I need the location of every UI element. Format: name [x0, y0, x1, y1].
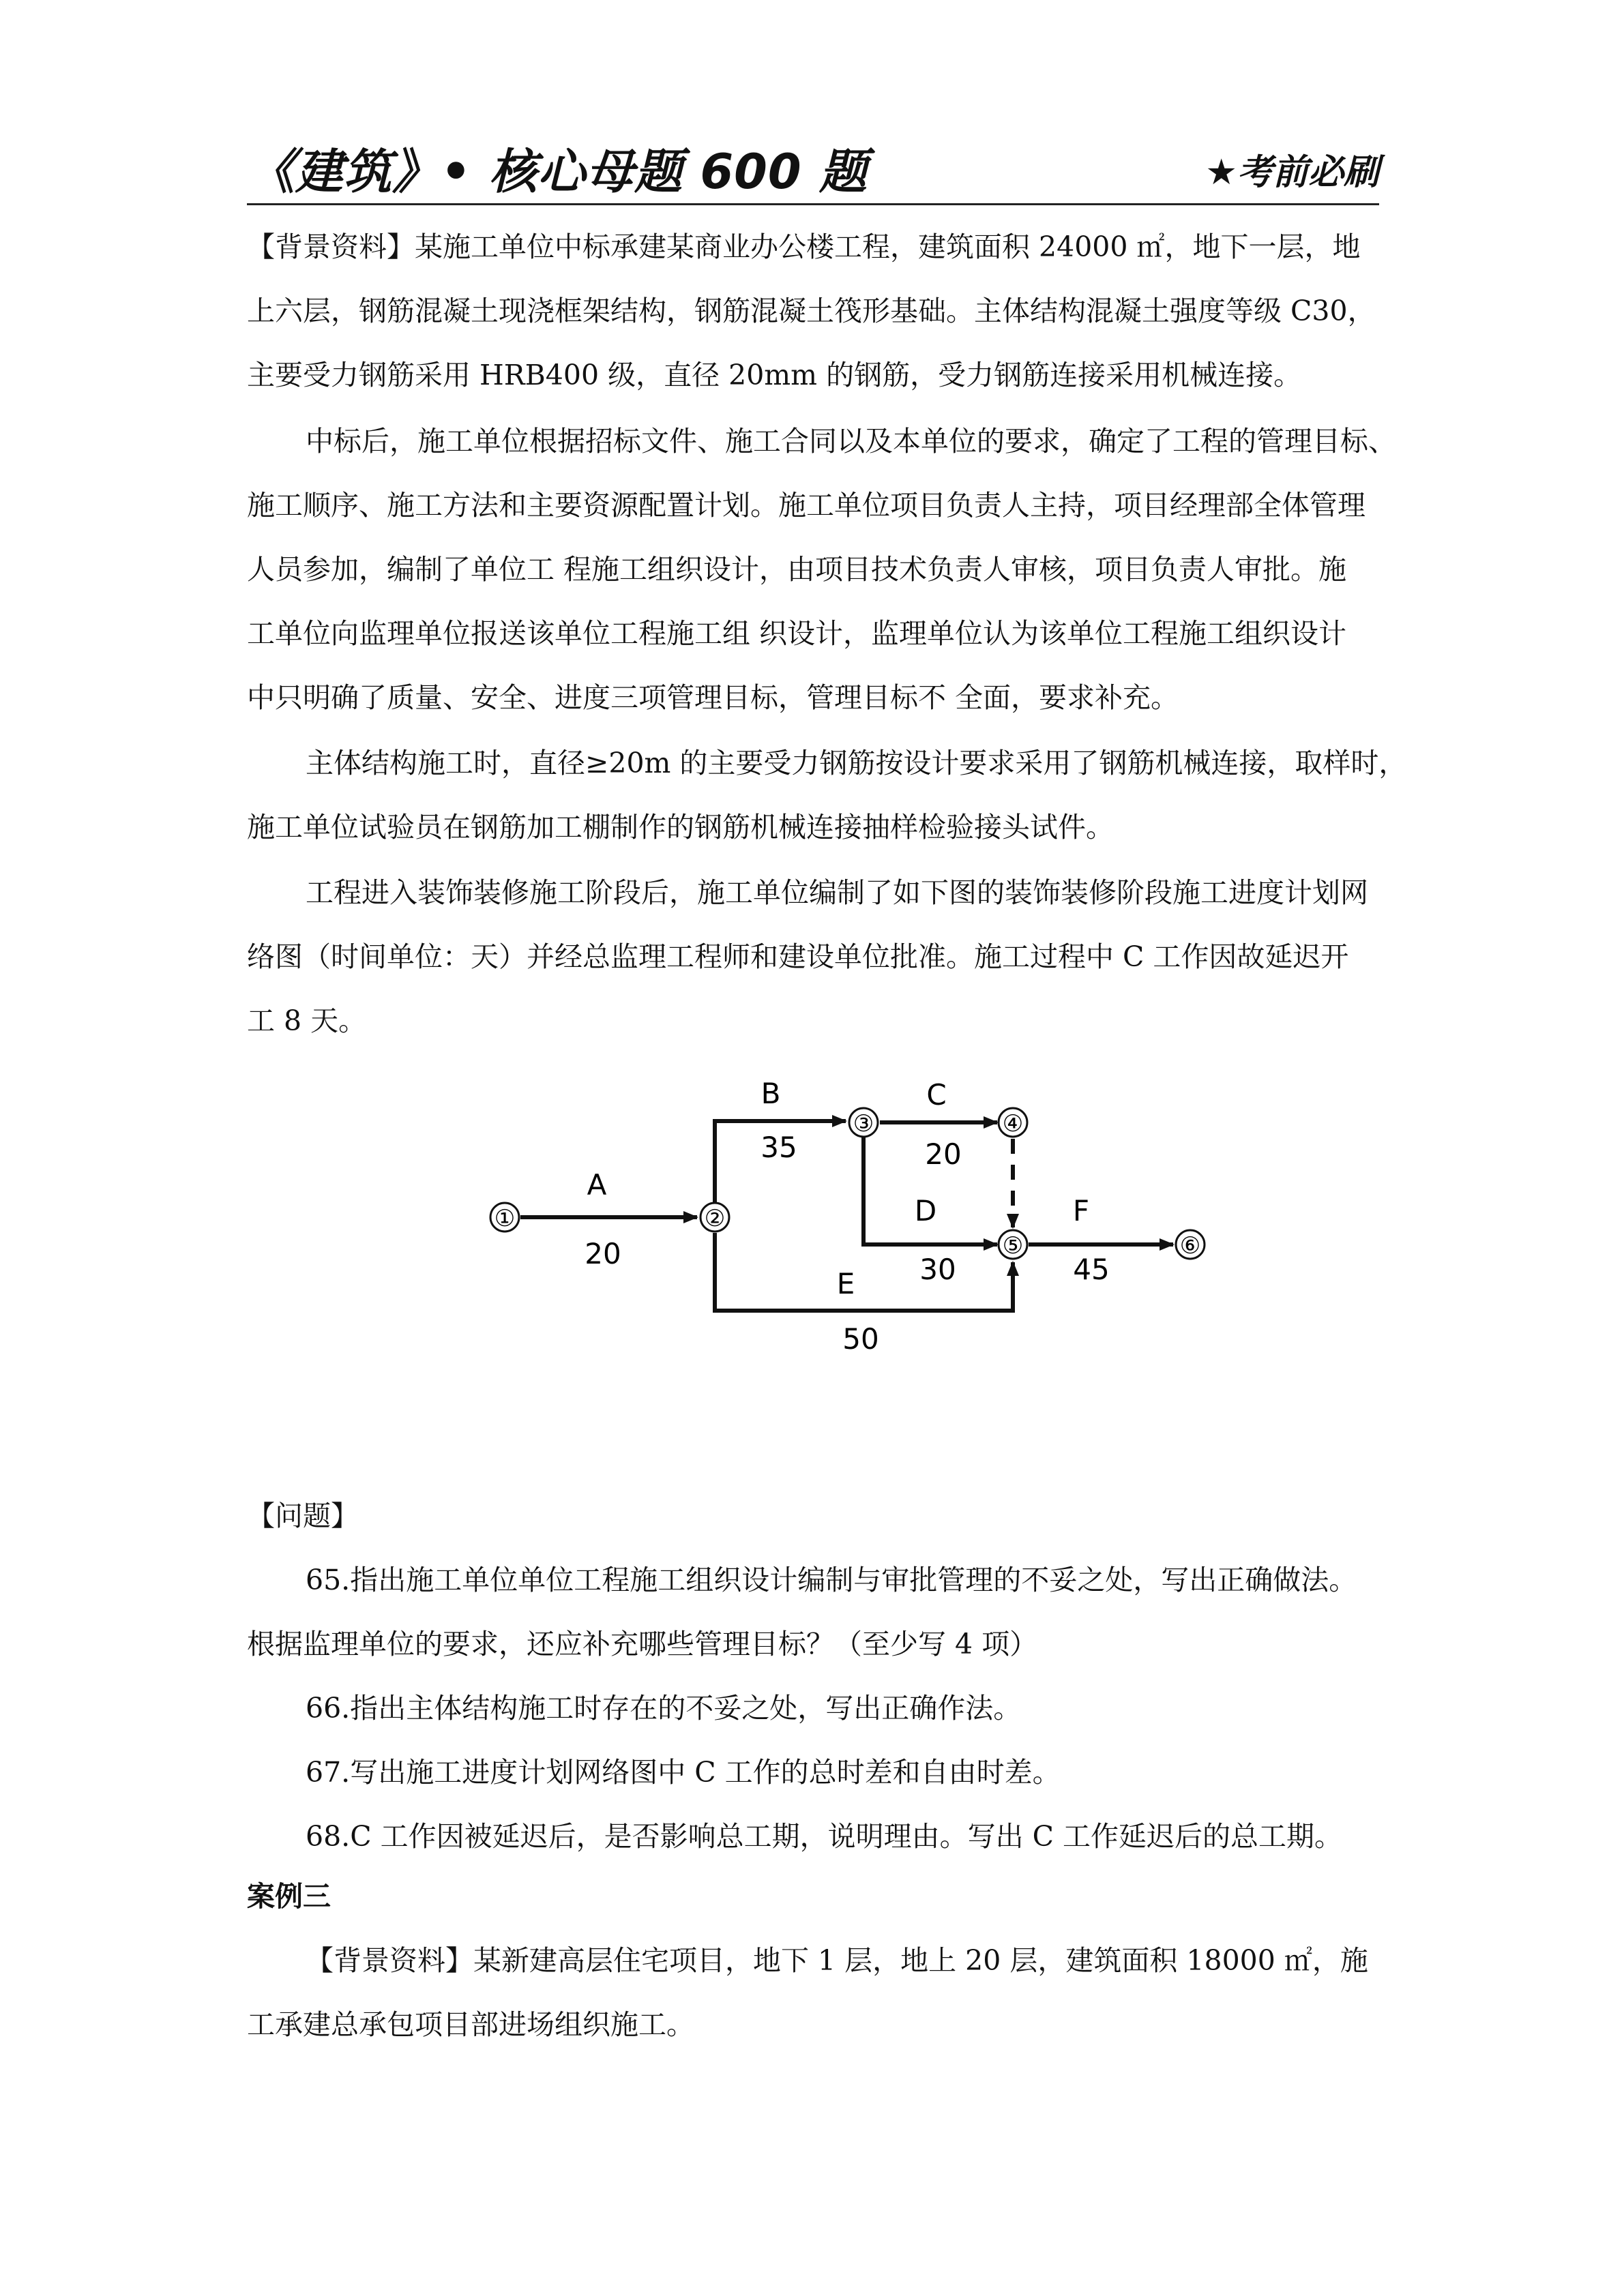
- activity-a-label: A: [587, 1168, 607, 1202]
- case2-para2-line-4: 工单位向监理单位报送该单位工程施工组 织设计，监理单位认为该单位工程施工组织设计: [247, 617, 1347, 650]
- case3-background-line-1: 【背景资料】某新建高层住宅项目，地下 1 层，地上 20 层，建筑面积 18000 ㎡，施: [306, 1944, 1368, 1977]
- node-6: [1176, 1230, 1205, 1259]
- node-1: [490, 1203, 519, 1232]
- case2-background-line-2: 上六层，钢筋混凝土现浇框架结构，钢筋混凝土筏形基础。主体结构混凝土强度等级 C30，: [247, 295, 1376, 327]
- case2-para4-line-1: 工程进入装饰装修施工阶段后，施工单位编制了如下图的装饰装修阶段施工进度计划网: [306, 876, 1368, 909]
- book-title: 《建筑》• 核心母题 600 题: [247, 144, 868, 200]
- node-3: [849, 1108, 878, 1137]
- case2-para3-line-1: 主体结构施工时，直径≥20m 的主要受力钢筋按设计要求采用了钢筋机械连接，取样时，: [306, 747, 1407, 779]
- activity-b-label: B: [761, 1077, 781, 1110]
- question-67: 67.写出施工进度计划网络图中 C 工作的总时差和自由时差。: [306, 1756, 1061, 1789]
- activity-a-duration: 20: [585, 1237, 621, 1270]
- case2-para2-line-3: 人员参加，编制了单位工 程施工组织设计，由项目技术负责人审核，项目负责人审批。施: [247, 553, 1347, 586]
- case2-para2-line-2: 施工顺序、施工方法和主要资源配置计划。施工单位项目负责人主持，项目经理部全体管理: [247, 489, 1365, 522]
- question-68: 68.C 工作因被延迟后，是否影响总工期，说明理由。写出 C 工作延迟后的总工期。: [306, 1820, 1343, 1853]
- question-65-line-2: 根据监理单位的要求，还应补充哪些管理目标？（至少写 4 项）: [247, 1628, 1038, 1660]
- svg-text:①: ①: [494, 1205, 516, 1232]
- node-5: [999, 1230, 1027, 1259]
- question-65-line-1: 65.指出施工单位单位工程施工组织设计编制与审批管理的不妥之处，写出正确做法。: [306, 1564, 1357, 1596]
- case3-background-line-2: 工承建总承包项目部进场组织施工。: [247, 2008, 694, 2041]
- svg-text:②: ②: [704, 1205, 726, 1232]
- activity-c-label: C: [926, 1078, 947, 1112]
- activity-f-duration: 45: [1073, 1253, 1110, 1286]
- svg-text:③: ③: [853, 1110, 874, 1137]
- activity-b-duration: 35: [761, 1131, 797, 1164]
- activity-c-duration: 20: [925, 1137, 962, 1171]
- case2-para2-line-1: 中标后，施工单位根据招标文件、施工合同以及本单位的要求，确定了工程的管理目标、: [306, 425, 1396, 458]
- svg-text:④: ④: [1002, 1110, 1024, 1137]
- case2-para4-line-3: 工 8 天。: [247, 1004, 367, 1037]
- activity-f-label: F: [1072, 1194, 1090, 1227]
- svg-text:⑤: ⑤: [1002, 1232, 1024, 1259]
- case2-para3-line-2: 施工单位试验员在钢筋加工棚制作的钢筋机械连接抽样检验接头试件。: [247, 811, 1114, 844]
- question-66: 66.指出主体结构施工时存在的不妥之处，写出正确作法。: [306, 1692, 1022, 1725]
- activity-e-duration: 50: [842, 1322, 879, 1356]
- node-2: [700, 1203, 729, 1232]
- case3-title: 案例三: [247, 1880, 331, 1913]
- activity-e-label: E: [836, 1267, 855, 1300]
- case2-para2-line-5: 中只明确了质量、安全、进度三项管理目标，管理目标不 全面，要求补充。: [247, 681, 1179, 714]
- case2-background-line-3: 主要受力钢筋采用 HRB400 级，直径 20mm 的钢筋，受力钢筋连接采用机械连接。: [247, 359, 1302, 391]
- header-tag: ★考前必刷: [1205, 152, 1379, 193]
- activity-d-duration: 30: [919, 1253, 956, 1286]
- node-4: [999, 1108, 1027, 1137]
- case2-background-line-1: 【背景资料】某施工单位中标承建某商业办公楼工程，建筑面积 24000 ㎡，地下一层，地: [247, 230, 1361, 263]
- svg-text:⑥: ⑥: [1179, 1232, 1201, 1259]
- case2-para4-line-2: 络图（时间单位：天）并经总监理工程师和建设单位批准。施工过程中 C 工作因故延迟开: [247, 940, 1349, 973]
- activity-d-label: D: [914, 1194, 937, 1227]
- questions-heading: 【问题】: [247, 1500, 359, 1532]
